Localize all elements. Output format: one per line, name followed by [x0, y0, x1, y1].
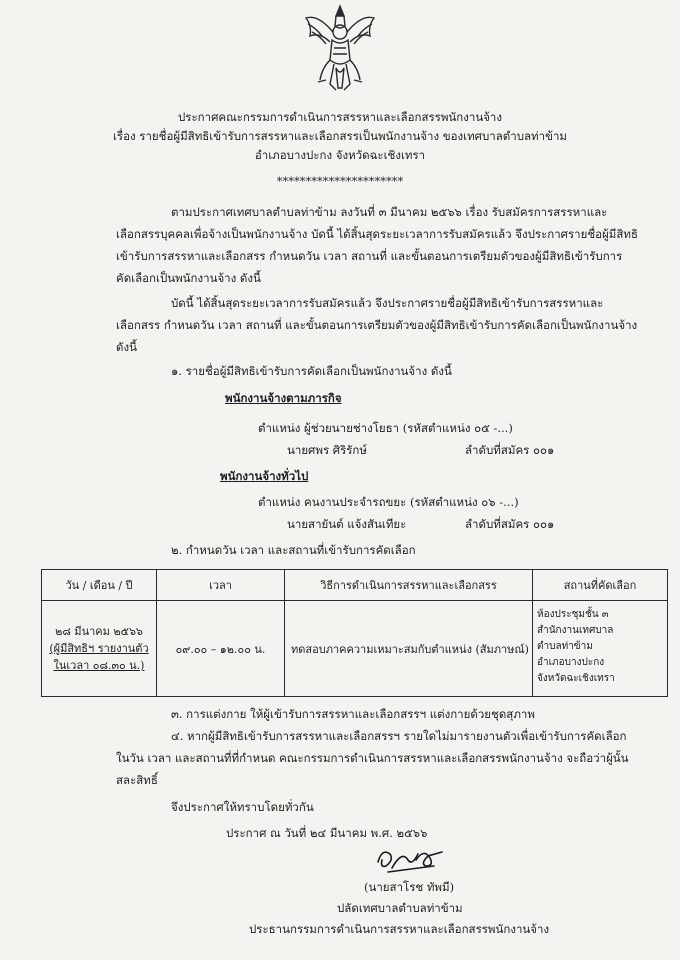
intro-line-2: เลือกสรรบุคคลเพื่อจ้างเป็นพนักงานจ้าง บัดนี้ ได้สิ้นสุดระยะเวลาการรับสมัครแล้ว จึงประกาศรายชื่อผู้มีสิทธิ [116, 227, 639, 241]
header-method: วิธีการดำเนินการสรรหาและเลือกสรร [285, 570, 533, 601]
announcement-title: ประกาศคณะกรรมการดำเนินการสรรหาและเลือกสรรพนักงานจ้าง [178, 110, 502, 124]
place-line-2: สำนักงานเทศบาล [537, 625, 614, 636]
group2-candidate-order: ลำดับที่สมัคร ๐๐๑ [465, 517, 555, 531]
group2-position: ตำแหน่ง คนงานประจำรถขยะ (รหัสตำแหน่ง ๐๖ -...) [258, 495, 519, 509]
report-note-2: ในเวลา ๐๘.๓๐ น.) [53, 659, 145, 672]
place-line-4: อำเภอบางปะกง [537, 657, 605, 668]
announcement-date: ประกาศ ณ วันที่ ๒๔ มีนาคม พ.ศ. ๒๕๖๖ [226, 826, 428, 840]
exam-date: ๒๘ มีนาคม ๒๕๖๖ [55, 625, 143, 638]
group2-candidate-name: นายสายันต์ แจ้งสันเทียะ [287, 517, 407, 531]
section3-text: ๓. การแต่งกาย ให้ผู้เข้ารับการสรรหาและเลือกสรรฯ แต่งกายด้วยชุดสุภาพ [171, 707, 535, 721]
report-note-1: (ผู้มีสิทธิฯ รายงานตัว [49, 642, 149, 655]
cell-method: ทดสอบภาคความเหมาะสมกับตำแหน่ง (สัมภาษณ์) [285, 601, 533, 697]
intro-line-3: เข้ารับการสรรหาและเลือกสรร กำหนดวัน เวลา สถานที่ และขั้นตอนการเตรียมตัวของผู้มีสิทธิเข้ารับการ [116, 249, 623, 263]
section4-line-2: ในวัน เวลา และสถานที่ที่กำหนด คณะกรรมการดำเนินการสรรหาและเลือกสรรพนักงานจ้าง จะถือว่าผู้นั้น [116, 751, 629, 765]
header-place: สถานที่คัดเลือก [533, 570, 668, 601]
intro-line-1: ตามประกาศเทศบาลตำบลท่าข้าม ลงวันที่ ๓ มีนาคม ๒๕๖๖ เรื่อง รับสมัครการสรรหาและ [171, 205, 608, 219]
place-line-5: จังหวัดฉะเชิงเทรา [537, 673, 615, 684]
group1-position: ตำแหน่ง ผู้ช่วยนายช่างโยธา (รหัสตำแหน่ง ๐๕ -...) [258, 421, 513, 435]
schedule-table [41, 569, 668, 697]
section2-heading: ๒. กำหนดวัน เวลา และสถานที่เข้ารับการคัดเลือก [171, 543, 416, 557]
header-date: วัน / เดือน / ปี [42, 570, 157, 601]
cell-place [533, 601, 668, 697]
place-line-3: ตำบลท่าข้าม [537, 641, 593, 652]
signer-name: (นายสาโรช ทัพมี) [364, 880, 455, 894]
group1-candidate-name: นายศพร ศิริรักษ์ [287, 443, 367, 457]
separator-stars: ********************** [276, 174, 404, 188]
announcement-location: อำเภอบางปะกง จังหวัดฉะเชิงเทรา [254, 148, 426, 162]
para2-line-1: บัดนี้ ได้สิ้นสุดระยะเวลาการรับสมัครแล้ว จึงประกาศรายชื่อผู้มีสิทธิเข้ารับการสรรหาและ [171, 296, 604, 310]
table-header-row [42, 570, 668, 601]
header-time: เวลา [157, 570, 285, 601]
para2-line-2: เลือกสรร กำหนดวัน เวลา สถานที่ และขั้นตอนการเตรียมตัวของผู้มีสิทธิเข้ารับการคัดเลือกเป็นพนักงานจ้าง [116, 318, 638, 332]
group1-title: พนักงานจ้างตามภารกิจ [225, 391, 342, 405]
announcement-subject: เรื่อง รายชื่อผู้มีสิทธิเข้ารับการสรรหาและเลือกสรรเป็นพนักงานจ้าง ของเทศบาลตำบลท่าข้าม [112, 129, 567, 143]
signer-title-2: ประธานกรรมการดำเนินการสรรหาและเลือกสรรพนักงานจ้าง [249, 922, 550, 936]
group1-candidate-order: ลำดับที่สมัคร ๐๐๑ [465, 443, 555, 457]
table-row [42, 601, 668, 697]
intro-line-4: คัดเลือกเป็นพนักงานจ้าง ดังนี้ [116, 271, 261, 285]
cell-date [42, 601, 157, 697]
signature-icon [372, 842, 452, 878]
section1-heading: ๑. รายชื่อผู้มีสิทธิเข้ารับการคัดเลือกเป็นพนักงานจ้าง ดังนี้ [171, 364, 452, 378]
para2-line-3: ดังนี้ [116, 340, 137, 354]
closing-notice: จึงประกาศให้ทราบโดยทั่วกัน [171, 800, 314, 814]
signer-title-1: ปลัดเทศบาลตำบลท่าข้าม [337, 901, 463, 915]
cell-time: ๐๙.๐๐ – ๑๒.๐๐ น. [157, 601, 285, 697]
garuda-emblem-icon [300, 2, 380, 96]
section4-line-3: สละสิทธิ์ [116, 773, 158, 787]
group2-title: พนักงานจ้างทั่วไป [220, 469, 309, 483]
section4-line-1: ๔. หากผู้มีสิทธิเข้ารับการสรรหาและเลือกสรรฯ รายใดไม่มารายงานตัวเพื่อเข้ารับการคัดเลือก [171, 729, 627, 743]
place-line-1: ห้องประชุมชั้น ๓ [537, 609, 609, 620]
